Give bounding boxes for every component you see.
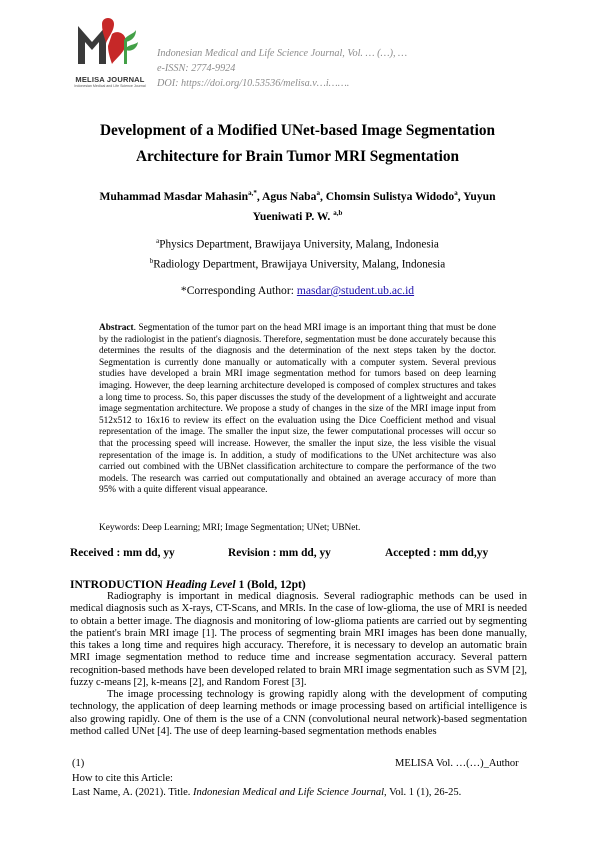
doi: DOI: https://doi.org/10.53536/melisa.v…i……. bbox=[157, 78, 350, 89]
author-name: Chomsin Sulistya Widodo bbox=[325, 189, 455, 203]
paragraph: Radiography is important in medical diagnosis. Several radiographic methods can be used in medical diagnosis such as X-rays, CT-Scans, and MRIs. In the case of low-glioma, the use of MRI is needed to obtain a better image. The diagnosis and monitoring of low-glioma patients are carried out by segmenting the patient's brain MRI image [1]. The process of segmenting brain MRI images has been done manually, this takes a long time and requires high accuracy. Therefore, it is necessary to develop an automatic brain MRI image segmentation method to reduce time and increase segmentation accuracy. Several pattern recognition-based methods have been developed related to brain MRI image segmentation such as SVM [2], fuzzy c-means [2], k-means [2], and Random Forest [3]. bbox=[70, 591, 527, 688]
affiliation-b bbox=[70, 253, 525, 273]
affiliations bbox=[70, 233, 525, 272]
cite-journal: Indonesian Medical and Life Science Journal bbox=[193, 787, 385, 798]
author-sup: a bbox=[454, 189, 458, 197]
abstract-text: . Segmentation of the tumor part on the head MRI image is an important thing that must be done by the radiologist in the patient's diagnosis. Therefore, segmentation must be done accurately because this determines the results of the diagnosis and the determination of the next steps taken by the doctor. Segmentation is currently done manually or automatically with a computer system. Several previous studies have developed a brain MRI image segmentation method for tumors based on deep learning imaging. However, the deep learning architecture developed is composed of complex structures and takes a long time to process. So, this paper discusses the study of the development of a lightweight and accurate image segmentation architecture. We propose a study of changes in the size of the MRI image input from 512x512 to 16x16 to review its effect on the evaluation using the Dice Coefficient method and visual representation of the image. The smaller the input size, the fewer computational processes will occur so that the processing speed will increase. However, the smaller the input size, the less visible the visual representation of the image is. In addition, a study of modifications to the UNet architecture was also carried out combined with the UBNet classification architecture to compare the performance of the two models. The research was carried out computationally and obtained an average accuracy of more than 95% with a quite different visual appearance. bbox=[99, 323, 496, 496]
journal-header bbox=[157, 46, 407, 91]
eissn: e-ISSN: 2774-9924 bbox=[157, 63, 236, 74]
aff-sup: a bbox=[156, 237, 160, 245]
author-sup: a bbox=[316, 189, 320, 197]
logo-name: MELISA JOURNAL bbox=[75, 75, 145, 84]
author-name: Yuyun bbox=[463, 189, 496, 203]
author-name: Yueniwati P. W. bbox=[252, 209, 331, 223]
running-footer: MELISA Vol. …(…)_Author bbox=[395, 758, 519, 769]
corresponding-label: *Corresponding Author: bbox=[180, 284, 294, 297]
melisa-logo-icon bbox=[72, 12, 142, 74]
author-name: Muhammad Masdar Mahasin bbox=[99, 189, 249, 203]
revision-date: Revision : mm dd, yy bbox=[228, 547, 331, 559]
cite-pre: Last Name, A. (2021). Title. bbox=[72, 787, 194, 798]
email-link[interactable]: masdar@student.ub.ac.id bbox=[296, 284, 415, 297]
section-heading bbox=[70, 578, 306, 591]
aff-text: Physics Department, Brawijaya University, Malang, Indonesia bbox=[159, 238, 439, 251]
author-name: Agus Naba bbox=[261, 189, 317, 203]
aff-text: Radiology Department, Brawijaya University, Malang, Indonesia bbox=[153, 258, 446, 271]
intro-body bbox=[70, 591, 527, 738]
paragraph: The image processing technology is growing rapidly along with the development of computing technology, the application of deep learning methods or image processing based on artificial intelligence is also growing rapidly. One of them is the use of a CNN (convolutional neural network)-based segmentation method called UNet [4]. The use of deep learning-based segmentation methods enables bbox=[70, 689, 527, 737]
heading-note: 1 (Bold, 12pt) bbox=[238, 578, 306, 591]
paper-title bbox=[60, 118, 535, 170]
cite-label: How to cite this Article: bbox=[72, 773, 173, 784]
affiliation-a bbox=[70, 233, 525, 253]
title-line-2: Architecture for Brain Tumor MRI Segmentation bbox=[135, 148, 460, 165]
keywords: Keywords: Deep Learning; MRI; Image Segmentation; UNet; UBNet. bbox=[99, 523, 361, 533]
heading-text: INTRODUCTION bbox=[70, 578, 163, 591]
abstract bbox=[99, 323, 496, 497]
citation bbox=[72, 787, 461, 798]
journal-name: Indonesian Medical and Life Science Journal, Vol. … (…), … bbox=[157, 48, 408, 59]
title-line-1: Development of a Modified UNet-based Image Segmentation bbox=[99, 122, 496, 139]
page-number: (1) bbox=[72, 758, 85, 769]
aff-sup: b bbox=[149, 256, 154, 265]
accepted-date: Accepted : mm dd,yy bbox=[385, 547, 489, 559]
received-date: Received : mm dd, yy bbox=[70, 547, 175, 559]
author-sup: a,b bbox=[333, 208, 343, 217]
author-list: Muhammad Masdar Mahasin$^{a,*}$, Agus Naba$^a$, Chomsin Sulistya Widodo$^a$, Yuyun Yueniwati P. W. $^{a,b}$ bbox=[99, 189, 496, 223]
heading-level: Heading Level bbox=[165, 578, 236, 591]
corresponding-author bbox=[70, 284, 525, 297]
cite-post: , Vol. 1 (1), 26-25. bbox=[384, 787, 462, 798]
logo-tagline: Indonesian Medical and Life Science Journal bbox=[74, 84, 146, 88]
abstract-label: Abstract bbox=[99, 323, 134, 333]
author-sup: a,* bbox=[248, 189, 257, 197]
